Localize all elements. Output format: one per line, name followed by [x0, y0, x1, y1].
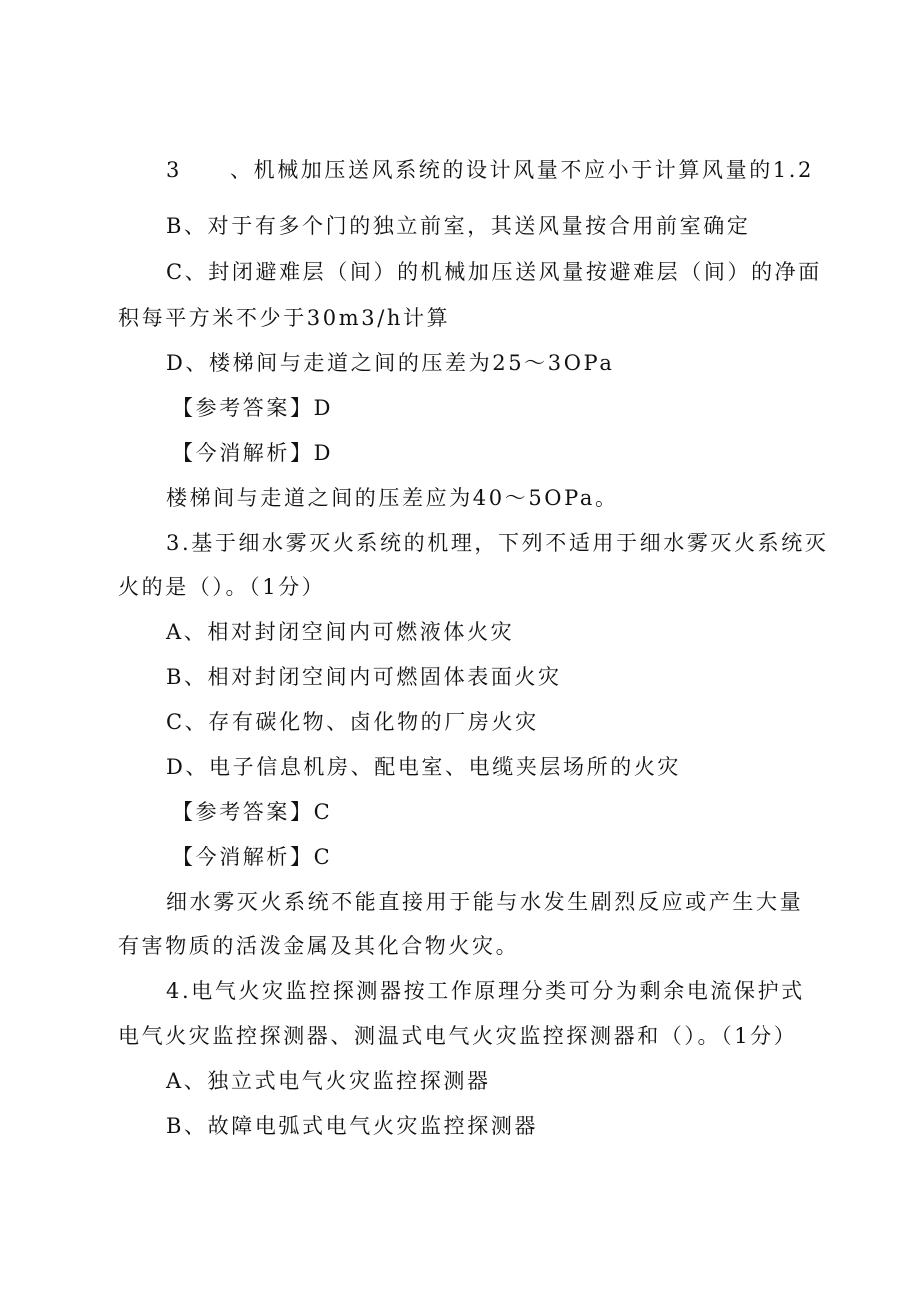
option-c-line: C、封闭避难层（间）的机械加压送风量按避难层（间）的净面: [166, 260, 822, 284]
analysis-label-2: 【今消解析】C: [172, 845, 333, 869]
question-4-line-2: 电气火灾监控探测器、测温式电气火灾监控探测器和（）。（1分）: [118, 1024, 798, 1048]
reference-answer-2: 【参考答案】C: [172, 800, 333, 824]
question-3-line-1: 3.基于细水雾灭火系统的机理，下列不适用于细水雾灭火系统灭: [166, 531, 829, 555]
reference-answer-1: 【参考答案】D: [172, 396, 334, 420]
question-4-line-1: 4.电气火灾监控探测器按工作原理分类可分为剩余电流保护式: [166, 979, 805, 1003]
option-b-line: B、对于有多个门的独立前室，其送风量按合用前室确定: [166, 214, 751, 238]
q3-option-b: B、相对封闭空间内可燃固体表面火灾: [166, 665, 562, 689]
option-a-number: 3: [166, 158, 182, 182]
option-a-line: [166, 156, 814, 184]
analysis-label-1: 【今消解析】D: [172, 441, 334, 465]
q4-option-a: A、独立式电气火灾监控探测器: [166, 1069, 491, 1093]
option-a-text: 、机械加压送风系统的设计风量不应小于计算风量的1.2: [230, 158, 814, 182]
option-d-line: D、楼梯间与走道之间的压差为25～3OPa: [166, 351, 615, 375]
question-3-line-2: 火的是（）。（1分）: [118, 575, 326, 599]
analysis-text-1: 楼梯间与走道之间的压差应为40～5OPa。: [166, 486, 619, 510]
q4-option-b: B、故障电弧式电气火灾监控探测器: [166, 1114, 539, 1138]
analysis-text-2-line-2: 有害物质的活泼金属及其化合物火灾。: [118, 934, 520, 958]
q3-option-a: A、相对封闭空间内可燃液体火灾: [166, 620, 515, 644]
analysis-text-2-line-1: 细水雾灭火系统不能直接用于能与水发生剧烈反应或产生大量: [166, 890, 804, 914]
q3-option-c: C、存有碳化物、卤化物的厂房火灾: [166, 710, 539, 734]
q3-option-d: D、电子信息机房、配电室、电缆夹层场所的火灾: [166, 755, 682, 779]
option-c-continuation: 积每平方米不少于30m3/h计算: [118, 306, 451, 330]
